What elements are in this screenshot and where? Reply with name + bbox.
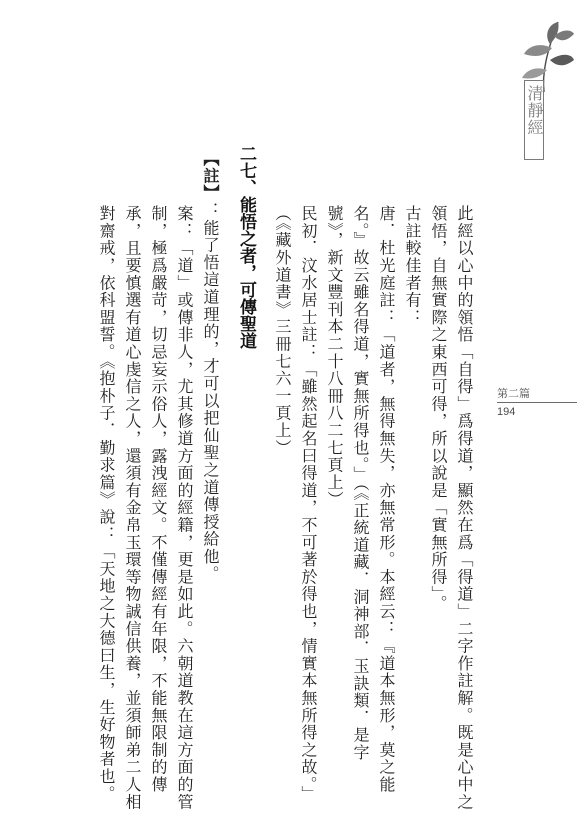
- note-column: 制，極爲嚴苛，切忌妄示俗人，露洩經文。不僅傳經有年限，不能無限制的傳: [149, 205, 168, 794]
- text-column: 古註較佳者有：: [403, 205, 422, 327]
- section-label: 第二篇: [497, 387, 530, 400]
- note-tag: 【註】: [201, 150, 220, 202]
- section-heading: 二七、能悟之者，可傳聖道: [236, 145, 256, 349]
- text-column: 號》，新文豐刊本二十八冊八二七頁上）: [325, 205, 344, 509]
- note-column: 案：「道」或傳非人，尤其修道方面的經籍，更是如此。六朝道教在這方面的管: [175, 205, 194, 811]
- text-column: （《藏外道書》三冊七六一頁上）: [273, 205, 292, 457]
- note-text: ：能了悟這道理的，才可以把仙聖之道傳授給他。: [201, 201, 220, 583]
- text-column: 領悟，自無實際之東西可得，所以說是「實無所得」。: [429, 205, 448, 613]
- page-number: 194: [497, 406, 516, 418]
- text-column: 唐．杜光庭註：「道者，無得無失，亦無常形。本經云：『道本無形，莫之能: [377, 205, 396, 794]
- page-marker: [497, 387, 577, 419]
- text-column: 民初．汶水居士註：「雖然起名曰得道，不可著於得也，情實本無所得之故。」: [299, 205, 318, 803]
- note-column: 對齋戒，依科盟誓。《抱朴子．勤求篇》說：「天地之大德曰生，生好物者也。: [97, 205, 116, 803]
- text-column: 名。』故云雖名得道，實無所得也。」（《正統道藏．洞神部．玉訣類．是字: [351, 205, 370, 762]
- marker-divider: [497, 402, 577, 403]
- note-column: [200, 150, 220, 583]
- book-title-block: [506, 14, 576, 164]
- text-column: 此經以心中的領悟「自得」爲得道，顯然在爲「得道」二字作註解。既是心中之: [455, 205, 474, 811]
- book-title: 清靜經: [524, 80, 544, 160]
- note-column: 承，且要慎選有道心虔信之人，還須有金帛玉環等物誠信供養，並須師弟二人相: [123, 205, 142, 811]
